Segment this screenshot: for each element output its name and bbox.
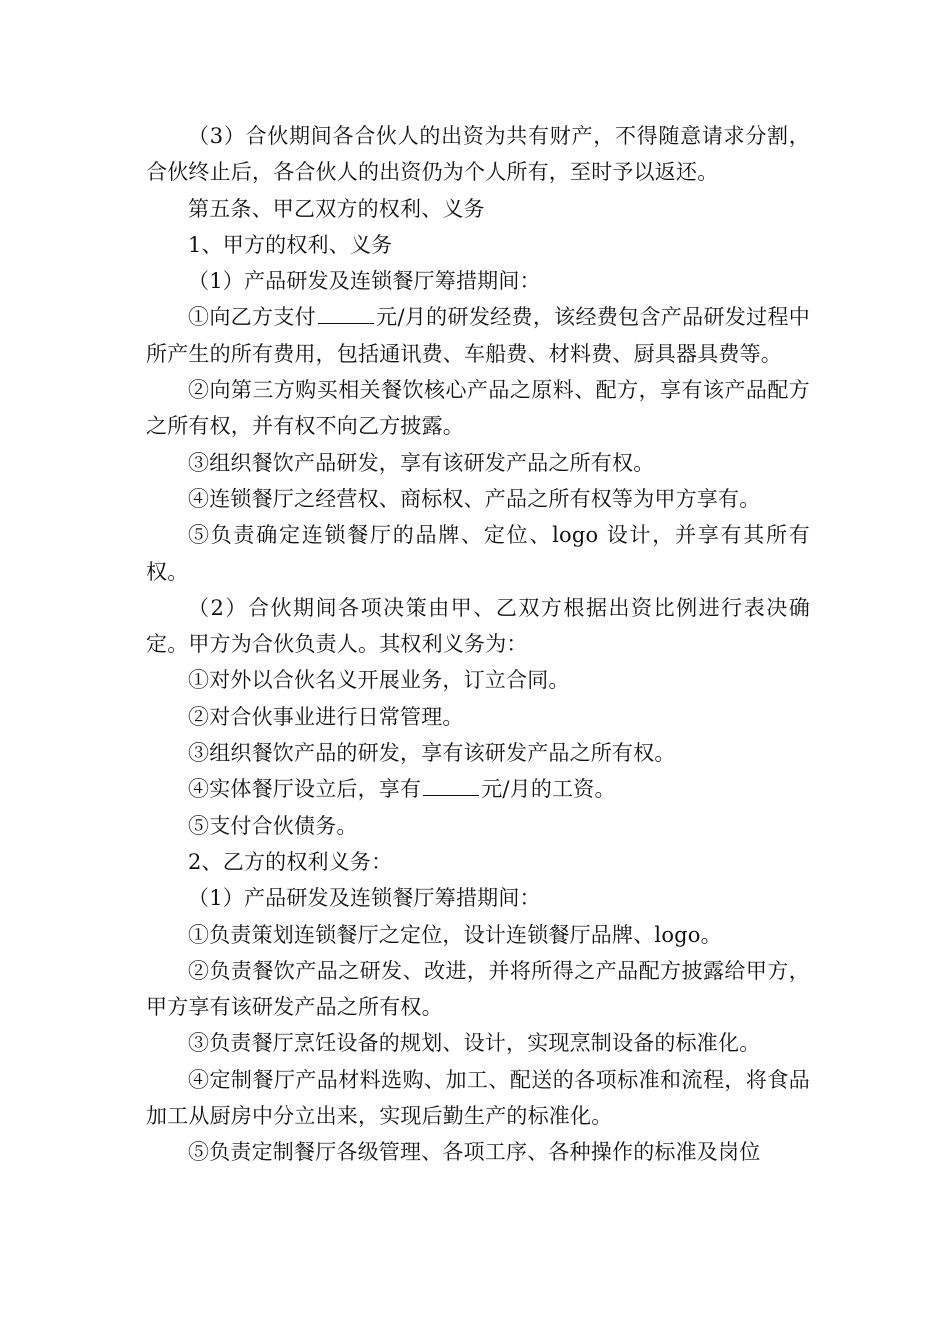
paragraph: ③组织餐饮产品的研发，享有该研发产品之所有权。 <box>188 741 676 766</box>
paragraph: ②向第三方购买相关餐饮核心产品之原料、配方，享有该产品配方之所有权，并有权不向乙方披露。 <box>146 378 810 439</box>
paragraph-text: 元/月的研发经费，该经费包含产品研发过程中所产生的所有费用，包括通讯费、车船费、材料费、厨具器具费等。 <box>146 305 810 366</box>
paragraph: ②负责餐饮产品之研发、改进，并将所得之产品配方披露给甲方，甲方享有该研发产品之所有权。 <box>146 958 810 1020</box>
paragraph-with-blank <box>146 299 810 372</box>
subsection-heading: （1）产品研发及连锁餐厅筹措期间： <box>188 269 541 294</box>
article-heading: 第五条、甲乙双方的权利、义务 <box>188 196 485 221</box>
paragraph: ②对合伙事业进行日常管理。 <box>188 704 464 729</box>
document-body <box>146 118 810 1171</box>
section-heading: 2、乙方的权利义务： <box>188 849 393 874</box>
fill-in-blank <box>423 777 479 796</box>
paragraph: ③组织餐饮产品研发，享有该研发产品之所有权。 <box>188 450 655 475</box>
subsection-heading: （1）产品研发及连锁餐厅筹措期间： <box>188 886 541 911</box>
paragraph: （3）合伙期间各合伙人的出资为共有财产，不得随意请求分割，合伙终止后，各合伙人的出资仍为个人所有，至时予以返还。 <box>146 124 810 185</box>
paragraph-text: ④实体餐厅设立后，享有 <box>188 777 422 802</box>
paragraph: ⑤负责定制餐厅各级管理、各项工序、各种操作的标准及岗位 <box>188 1140 761 1165</box>
paragraph: ④定制餐厅产品材料选购、加工、配送的各项标准和流程，将食品加工从厨房中分立出来，实现后勤生产的标准化。 <box>146 1067 810 1129</box>
paragraph-with-blank <box>146 771 810 807</box>
paragraph: （2）合伙期间各项决策由甲、乙双方根据出资比例进行表决确定。甲方为合伙负责人。其权利义务为： <box>146 595 810 657</box>
paragraph-text: ①向乙方支付 <box>188 305 316 330</box>
fill-in-blank <box>318 305 374 324</box>
paragraph: ⑤支付合伙债务。 <box>188 813 358 838</box>
section-heading: 1、甲方的权利、义务 <box>188 232 393 257</box>
paragraph: ①负责策划连锁餐厅之定位，设计连锁餐厅品牌、logo。 <box>188 922 722 947</box>
paragraph: ③负责餐厅烹饪设备的规划、设计，实现烹制设备的标准化。 <box>188 1031 761 1056</box>
paragraph: ①对外以合伙名义开展业务，订立合同。 <box>188 668 570 693</box>
paragraph: ④连锁餐厅之经营权、商标权、产品之所有权等为甲方享有。 <box>188 486 761 511</box>
paragraph: ⑤负责确定连锁餐厅的品牌、定位、logo 设计，并享有其所有权。 <box>146 523 810 584</box>
paragraph-text: 元/月的工资。 <box>481 777 616 802</box>
